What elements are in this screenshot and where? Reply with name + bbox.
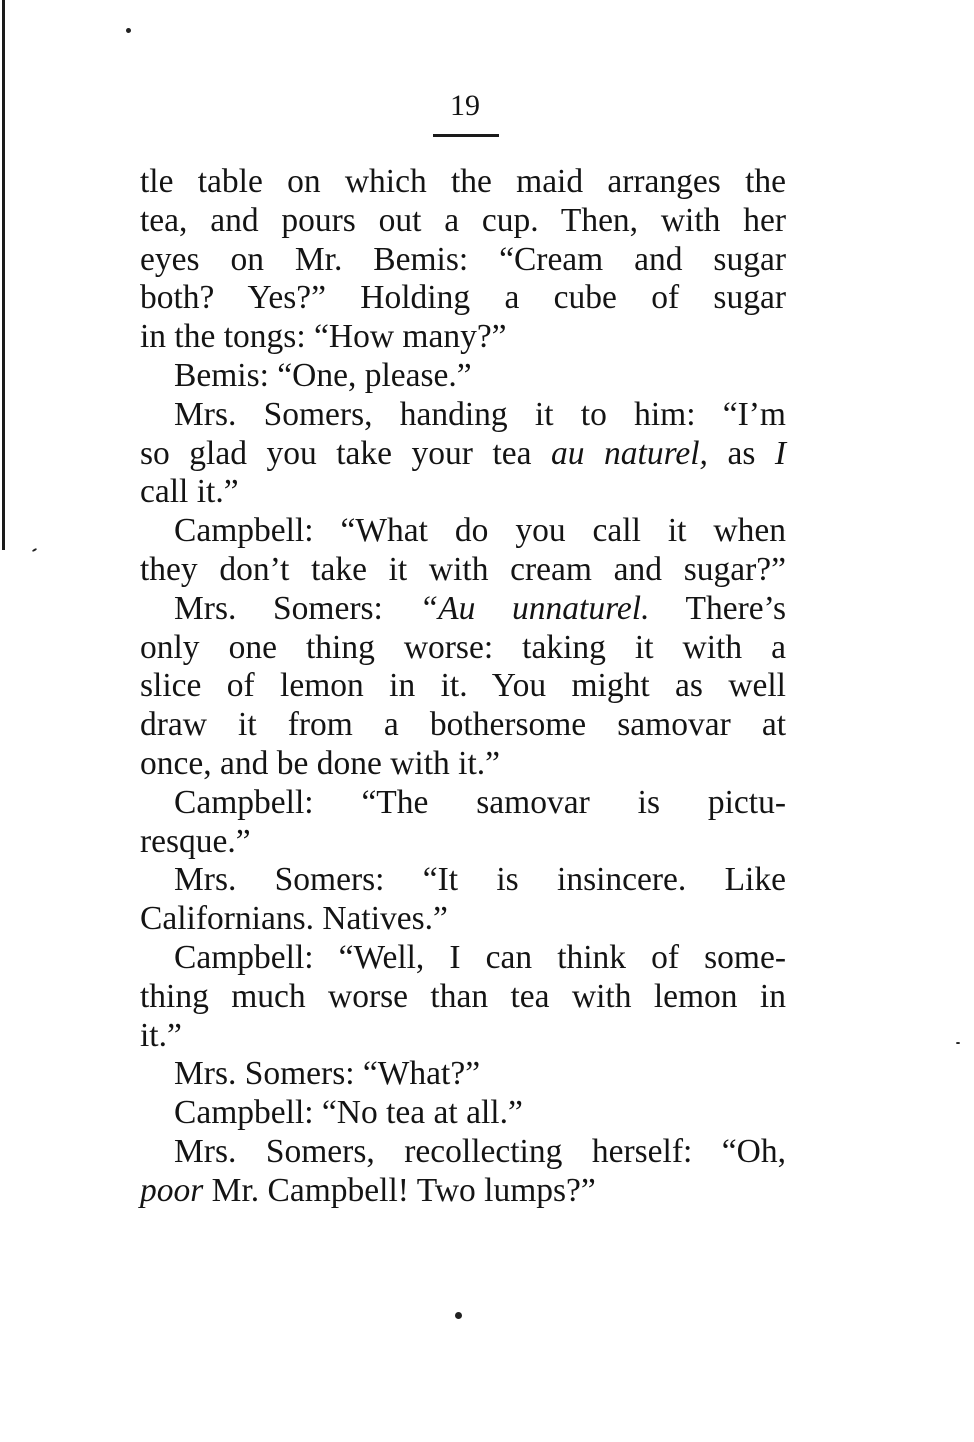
text-line: both? Yes?” Holding a cube of sugar [140,279,786,317]
italic-phrase: “Au unnaturel. [419,589,650,627]
text-line: so glad you take your tea au naturel, as I [140,434,787,472]
text-line: once, and be done with it.” [140,744,501,782]
gutter-shadow-line [2,0,5,550]
text-line: they don’t take it with cream and sugar?” [140,550,786,588]
text-line: in the tongs: “How many?” [140,318,507,356]
italic-phrase: I [774,434,787,472]
text-line: Campbell: “What do you call it when [174,512,786,550]
ink-speck [956,1042,960,1044]
text-line: Californians. Natives.” [140,900,448,938]
text-line: eyes on Mr. Bemis: “Cream and sugar [140,240,786,278]
page-number-rule [433,134,499,137]
text-line: Mrs. Somers: “What?” [174,1055,481,1093]
text-line: it.” [140,1016,182,1054]
bottom-ink-dot [455,1312,462,1319]
page-number: 19 [450,89,480,122]
italic-phrase: au naturel, [551,434,708,472]
text-line: resque.” [140,822,251,860]
text-line: Mrs. Somers, handing it to him: “I’m [174,395,786,433]
text-line: slice of lemon in it. You might as well [140,667,786,705]
ink-speck [32,548,37,552]
italic-phrase: poor [140,1171,204,1209]
text-line: tea, and pours out a cup. Then, with her [140,201,786,239]
text-line: draw it from a bothersome samovar at [140,706,786,744]
text-line: Mrs. Somers: “Au unnaturel. There’s [174,589,786,627]
text-line: Mrs. Somers, recollecting herself: “Oh, [174,1132,786,1170]
ink-speck [126,28,131,33]
text-line: call it.” [140,473,239,511]
text-line: Campbell: “Well, I can think of some- [174,938,786,976]
text-line: thing much worse than tea with lemon in [140,977,786,1015]
body-text [140,163,786,1211]
text-line: poor Mr. Campbell! Two lumps?” [140,1171,596,1209]
text-line: Campbell: “The samovar is pictu- [174,783,786,821]
text-line: Bemis: “One, please.” [174,356,472,394]
text-line: only one thing worse: taking it with a [140,628,786,666]
text-line: tle table on which the maid arranges the [140,163,786,200]
text-line: Mrs. Somers: “It is insincere. Like [174,861,786,899]
text-line: Campbell: “No tea at all.” [174,1094,523,1132]
